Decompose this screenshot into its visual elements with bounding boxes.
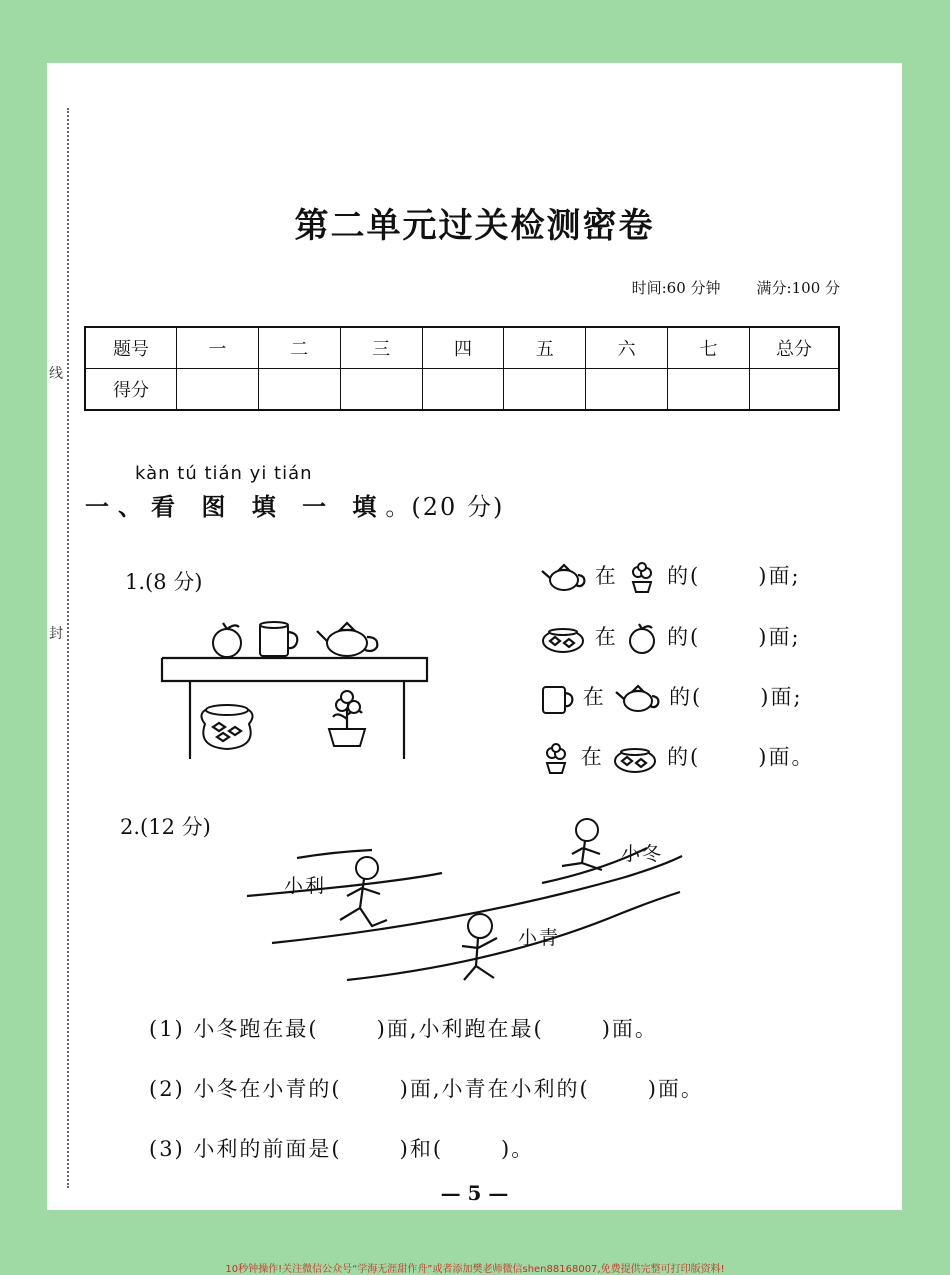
time-limit: 时间:60 分钟 — [631, 279, 721, 297]
score-table-score-row — [85, 369, 839, 411]
q1-line-4-mid: 在 — [580, 745, 604, 769]
side-mark-xian: 线 — [49, 366, 63, 382]
q1-line-3-mid: 在 — [582, 685, 606, 709]
orange-icon — [213, 623, 241, 657]
score-cell[interactable] — [586, 369, 668, 411]
q1-line-1-tail: 的( — [667, 564, 701, 588]
page-title: 第二单元过关检测密卷 — [294, 206, 655, 246]
header-cell: 五 — [504, 327, 586, 369]
exam-meta — [632, 277, 840, 298]
score-cell[interactable] — [258, 369, 340, 411]
q2-sub-1-a: (1) 小冬跑在最( — [149, 1017, 319, 1041]
section1-pinyin: kàn tú tián yi tián — [135, 463, 313, 484]
header-cell: 七 — [668, 327, 750, 369]
q1-line-4-end: )面。 — [758, 745, 815, 769]
q1-line-3 — [540, 681, 803, 715]
teapot-icon — [317, 623, 377, 656]
q1-line-2-mid: 在 — [594, 625, 618, 649]
header-cell: 六 — [586, 327, 668, 369]
q1-line-2-tail: 的( — [667, 625, 701, 649]
score-table-header-row — [85, 327, 839, 369]
q2-sub-3 — [149, 1133, 534, 1163]
shelf-icon — [162, 658, 427, 759]
fishbowl-icon — [201, 705, 252, 749]
q2-sub-1 — [149, 1013, 658, 1043]
q2-sub-1-c: )面。 — [601, 1017, 658, 1041]
page-number: — 5 — — [440, 1181, 509, 1205]
q2-sub-2 — [149, 1073, 704, 1103]
q2-label: 2.(12 分) — [120, 815, 211, 839]
cup-icon — [260, 622, 297, 656]
q1-line-1 — [540, 560, 801, 594]
q1-line-3-tail: 的( — [669, 685, 703, 709]
score-table — [84, 326, 840, 411]
section1-heading — [85, 487, 504, 522]
q2-sub-1-b: )面,小利跑在最( — [376, 1017, 544, 1041]
q1-line-1-mid: 在 — [594, 564, 618, 588]
section1-score: 。(20 分) — [385, 493, 505, 521]
q2-sub-2-c: )面。 — [647, 1077, 704, 1101]
full-score: 满分:100 分 — [756, 279, 840, 297]
q1-line-2-end: )面; — [758, 625, 801, 649]
side-mark-feng: 封 — [49, 626, 63, 642]
xiaodong-runner-icon — [562, 819, 602, 870]
label-xiaodong: 小冬 — [621, 843, 664, 865]
q1-line-2 — [540, 621, 801, 655]
fishbowl-icon — [612, 744, 658, 774]
score-cell[interactable] — [668, 369, 750, 411]
flowerpot-icon — [540, 743, 572, 775]
label-xiaoli: 小利 — [284, 875, 327, 897]
track-line — [247, 873, 442, 896]
header-cell: 四 — [422, 327, 504, 369]
score-cell[interactable] — [750, 369, 840, 411]
q2-sub-3-b: )和( — [399, 1137, 444, 1161]
q1-label: 1.(8 分) — [125, 570, 203, 594]
header-cell: 三 — [340, 327, 422, 369]
teapot-icon — [540, 563, 586, 593]
xiaoli-runner-icon — [340, 857, 387, 926]
worksheet-page — [47, 63, 902, 1210]
q2-sub-2-a: (2) 小冬在小青的( — [149, 1077, 342, 1101]
cup-icon — [540, 683, 574, 715]
score-cell[interactable] — [504, 369, 586, 411]
score-cell[interactable] — [177, 369, 259, 411]
binding-dotted-line — [67, 108, 69, 1188]
track-line — [297, 850, 372, 858]
score-cell[interactable] — [422, 369, 504, 411]
score-cell[interactable] — [340, 369, 422, 411]
fishbowl-icon — [540, 624, 586, 654]
q1-line-1-end: )面; — [758, 564, 801, 588]
teapot-icon — [614, 684, 660, 714]
race-track-illustration — [242, 808, 702, 988]
q1-line-4-tail: 的( — [667, 745, 701, 769]
q1-line-4 — [540, 741, 814, 775]
orange-icon — [626, 623, 658, 655]
shelf-illustration — [157, 619, 432, 764]
q2-sub-3-c: )。 — [501, 1137, 535, 1161]
header-cell: 一 — [177, 327, 259, 369]
q2-sub-2-b: )面,小青在小利的( — [399, 1077, 590, 1101]
section1-heading-text: 一、看 图 填 一 填 — [85, 492, 386, 521]
header-cell: 总分 — [750, 327, 840, 369]
q1-line-3-end: )面; — [760, 685, 803, 709]
q2-sub-3-a: (3) 小利的前面是( — [149, 1137, 342, 1161]
header-cell: 二 — [258, 327, 340, 369]
footer-promo: 10秒钟操作!关注微信公众号“学海无涯甜作舟”或者添加樊老师微信shen88168007,免费提供完整可打印版资料! — [225, 1264, 725, 1275]
flowerpot-icon — [626, 562, 658, 594]
xiaoqing-runner-icon — [462, 914, 497, 980]
row-label: 得分 — [85, 369, 177, 411]
flowerpot-icon — [329, 691, 365, 746]
header-cell: 题号 — [85, 327, 177, 369]
label-xiaoqing: 小青 — [518, 927, 561, 949]
